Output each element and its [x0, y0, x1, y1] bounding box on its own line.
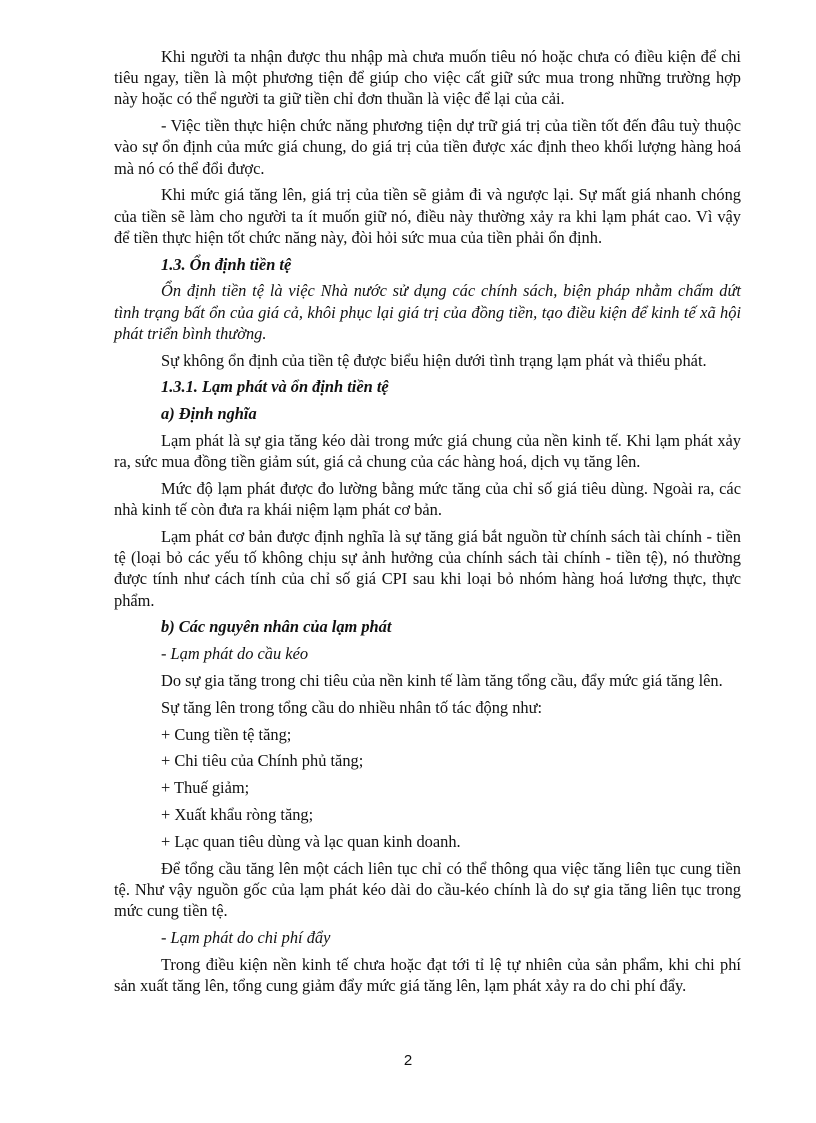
demand-pull-title: - Lạm phát do cầu kéo — [161, 644, 309, 664]
list-item: + Thuế giảm; — [161, 778, 250, 798]
paragraph: Mức độ lạm phát được đo lường bằng mức tăng của chỉ số giá tiêu dùng. Ngoài ra, các nhà kinh tế còn đưa ra khái niệm lạm phát cơ bản. — [114, 479, 741, 520]
section-heading-1-3-1: 1.3.1. Lạm phát và ổn định tiền tệ — [161, 377, 389, 397]
cost-push-title: - Lạm phát do chi phí đẩy — [161, 927, 331, 947]
list-item: + Chi tiêu của Chính phủ tăng; — [161, 751, 364, 771]
list-item: + Lạc quan tiêu dùng và lạc quan kinh doanh. — [161, 831, 461, 851]
paragraph: - Việc tiền thực hiện chức năng phương tiện dự trữ giá trị của tiền tốt đến đâu tuỳ thuộc vào sự ổn định của mức giá chung, do giá trị của tiền được xác định theo khối lượng hàng hoá mà nó có thể đổi được. — [114, 116, 741, 178]
subheading-b: b) Các nguyên nhân của lạm phát — [161, 617, 392, 637]
page-number: 2 — [403, 1052, 413, 1069]
paragraph: Sự tăng lên trong tổng cầu do nhiều nhân tố tác động như: — [161, 697, 543, 717]
paragraph: Lạm phát cơ bản được định nghĩa là sự tăng giá bắt nguồn từ chính sách tài chính - tiền tệ (loại bỏ các yếu tố không chịu sự ảnh hưởng của chính sách tài chính - tiền tệ), nó thường được tính như cách tính của chỉ số giá CPI sau khi loại bỏ nhóm hàng hoá lương thực, thực phẩm. — [114, 527, 741, 610]
list-item: + Cung tiền tệ tăng; — [161, 724, 292, 744]
paragraph: Do sự gia tăng trong chi tiêu của nền kinh tế làm tăng tổng cầu, đẩy mức giá tăng lên. — [161, 671, 723, 690]
paragraph: Để tổng cầu tăng lên một cách liên tục chỉ có thể thông qua việc tăng liên tục cung tiền tệ. Như vậy nguồn gốc của lạm phát kéo dài do cầu-kéo chính là do sự gia tăng liên tục trong mức cung tiền tệ. — [114, 858, 741, 920]
paragraph: Khi mức giá tăng lên, giá trị của tiền sẽ giảm đi và ngược lại. Sự mất giá nhanh chóng của tiền sẽ làm cho người ta ít muốn giữ nó, điều này thường xảy ra khi lạm phát cao. Vì vậy để tiền thực hiện tốt chức năng này, đòi hỏi sức mua của tiền phải ổn định. — [114, 185, 741, 247]
list-item: + Xuất khẩu ròng tăng; — [161, 804, 314, 824]
section-heading-1-3: 1.3. Ổn định tiền tệ — [161, 254, 292, 274]
paragraph: Sự không ổn định của tiền tệ được biểu hiện dưới tình trạng lạm phát và thiểu phát. — [161, 350, 707, 370]
subheading-a: a) Định nghĩa — [161, 404, 257, 424]
paragraph: Trong điều kiện nền kinh tế chưa hoặc đạt tới tỉ lệ tự nhiên của sản phẩm, khi chi phí sản xuất tăng lên, tổng cung giảm đẩy mức giá tăng lên, lạm phát xảy ra do chi phí đẩy. — [114, 954, 741, 995]
paragraph: Lạm phát là sự gia tăng kéo dài trong mức giá chung của nền kinh tế. Khi lạm phát xảy ra, sức mua đồng tiền giảm sút, giá cả chung của các hàng hoá, dịch vụ tăng lên. — [114, 431, 741, 472]
definition-paragraph: Ổn định tiền tệ là việc Nhà nước sử dụng các chính sách, biện pháp nhằm chấm dứt tình trạng bất ổn của giá cả, khôi phục lại giá trị của đồng tiền, tạo điều kiện để kinh tế xã hội phát triển bình thường. — [114, 281, 741, 343]
document-page — [114, 46, 741, 1002]
paragraph: Khi người ta nhận được thu nhập mà chưa muốn tiêu nó hoặc chưa có điều kiện để chi tiêu ngay, tiền là một phương tiện để giúp cho việc cất giữ sức mua trong những trường hợp này hoặc có thể người ta giữ tiền chỉ đơn thuần là việc để lại của cải. — [114, 47, 741, 109]
